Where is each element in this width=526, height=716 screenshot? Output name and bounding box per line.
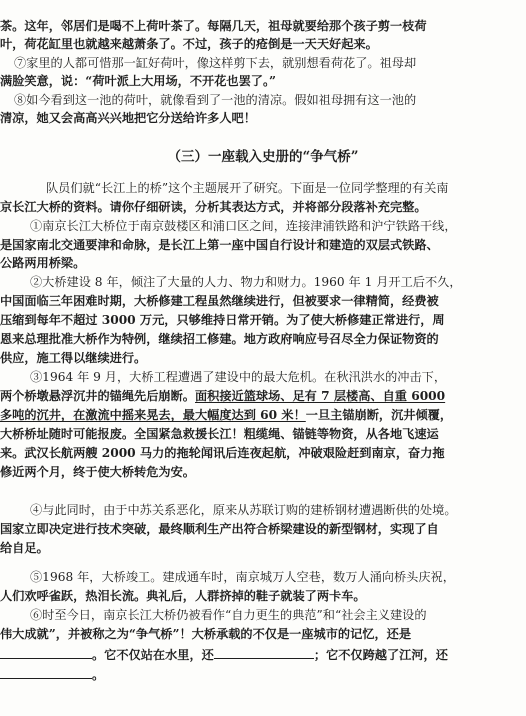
para5-line-2: 人们欢呼雀跃，热泪长流。典礼后，人群挤掉的鞋子就装了两卡车。 (0, 589, 366, 603)
para1-line-1: ①南京长江大桥位于南京鼓楼区和浦口区之间，连接津浦铁路和沪宁铁路干线， (30, 219, 457, 233)
para3-line-6: 修近两个月，终于使大桥转危为安。 (0, 465, 195, 479)
underlined-passage: 面积接近篮球场、足有 7 层楼高、自重 6000 (195, 389, 446, 403)
para6-line-3 (0, 646, 526, 663)
answer-blank-1[interactable] (0, 646, 92, 659)
para4-line-3: 给自足。 (0, 541, 49, 555)
para2-line-3: 压缩到每年不超过 3000 万元，只够维持日常开销。为了使大桥修建正常进行，周 (0, 313, 445, 327)
para6-text: 。 (92, 668, 105, 682)
para3-line-5: 来。武汉长航两艘 2000 马力的拖轮闻讯后连夜起航，冲破艰险赶到南京，奋力拖 (0, 446, 445, 460)
story-line-4: 满脸笑意，说：“荷叶派上大用场，不开花也罢了。” (0, 74, 277, 88)
answer-blank-2[interactable] (214, 646, 314, 659)
para1-line-2: 是国家南北交通要津和命脉，是长江上第一座中国自行设计和建造的双层式铁路、 (0, 238, 439, 252)
para6-text: 。它不仅站在水里，还 (92, 648, 214, 662)
intro-line-1: 队员们就“长江上的桥”这个主题展开了研究。下面是一位同学整理的有关南 (46, 181, 449, 195)
para3-text: 两个桥墩悬浮沉井的锚绳先后崩断。 (0, 389, 195, 403)
story-line-5: ⑧如今看到这一池的荷叶，就像看到了一池的清凉。假如祖母拥有这一池的 (14, 93, 417, 107)
para3-line-3 (0, 407, 526, 424)
para3-line-4: 大桥桥址随时可能报废。全国紧急救援长江！粗缆绳、锚链等物资，从各地飞速运 (0, 427, 439, 441)
para2-line-4: 恩来总理批准大桥作为特例，继续招工修建。地方政府响应号召尽全力保证物资的 (0, 332, 439, 346)
para6-line-4 (0, 666, 526, 683)
para3-text: 一旦主锚崩断，沉井倾覆， (305, 408, 453, 422)
story-line-1: 茶。这年，邻居们是喝不上荷叶茶了。每隔几天，祖母就要给那个孩子剪一枝荷 (0, 19, 427, 33)
story-line-6: 清凉，她又会高高兴兴地把它分送给许多人吧！ (0, 111, 256, 125)
para1-line-3: 公路两用桥梁。 (0, 256, 86, 270)
intro-line-2: 京长江大桥的资料。请你仔细研读，分析其表达方式，并将部分段落补充完整。 (0, 200, 427, 214)
para3-line-1: ③1964 年 9 月，大桥工程遭遇了建设中的最大危机。在秋汛洪水的冲击下， (30, 370, 447, 384)
answer-blank-3[interactable] (0, 666, 92, 679)
story-line-3: ⑦家里的人都可惜那一缸好荷叶，像这样剪下去，就别想看荷花了。祖母却 (14, 56, 417, 70)
para4-line-1: ④与此同时，由于中苏关系恶化，原来从苏联订购的建桥钢材遭遇断供的处境。 (30, 503, 457, 517)
para6-text: ；它不仅跨越了江河，还 (313, 648, 448, 662)
para3-line-2 (0, 388, 526, 405)
para6-line-2: 伟大成就”，并被称之为“争气桥”！大桥承载的不仅是一座城市的记忆，还是 (0, 627, 412, 641)
underlined-passage-end: 多吨的沉井，在激流中摇来晃去，最大幅度达到 60 米！ (0, 408, 306, 422)
section-heading: （三）一座载入史册的“争气桥” (167, 149, 359, 165)
para4-line-2: 国家立即决定进行技术突破，最终顺利生产出符合桥梁建设的新型钢材，实现了自 (0, 522, 439, 536)
para2-line-2: 中国面临三年困难时期，大桥修建工程虽然继续进行，但被要求一律精简，经费被 (0, 294, 439, 308)
story-line-2: 叶，荷花缸里也就越来越萧条了。不过，孩子的疮倒是一天天好起来。 (0, 37, 378, 51)
para2-line-5: 供应，施工得以继续进行。 (0, 351, 147, 365)
para5-line-1: ⑤1968 年，大桥竣工。建成通车时，南京城万人空巷，数万人涌向桥头庆祝， (30, 570, 455, 584)
para6-line-1: ⑥时至今日，南京长江大桥仍被看作“自力更生的典范”和“社会主义建设的 (30, 608, 427, 622)
para2-line-1: ②大桥建设 8 年，倾注了大量的人力、物力和财力。1960 年 1 月开工后不久， (30, 275, 462, 289)
